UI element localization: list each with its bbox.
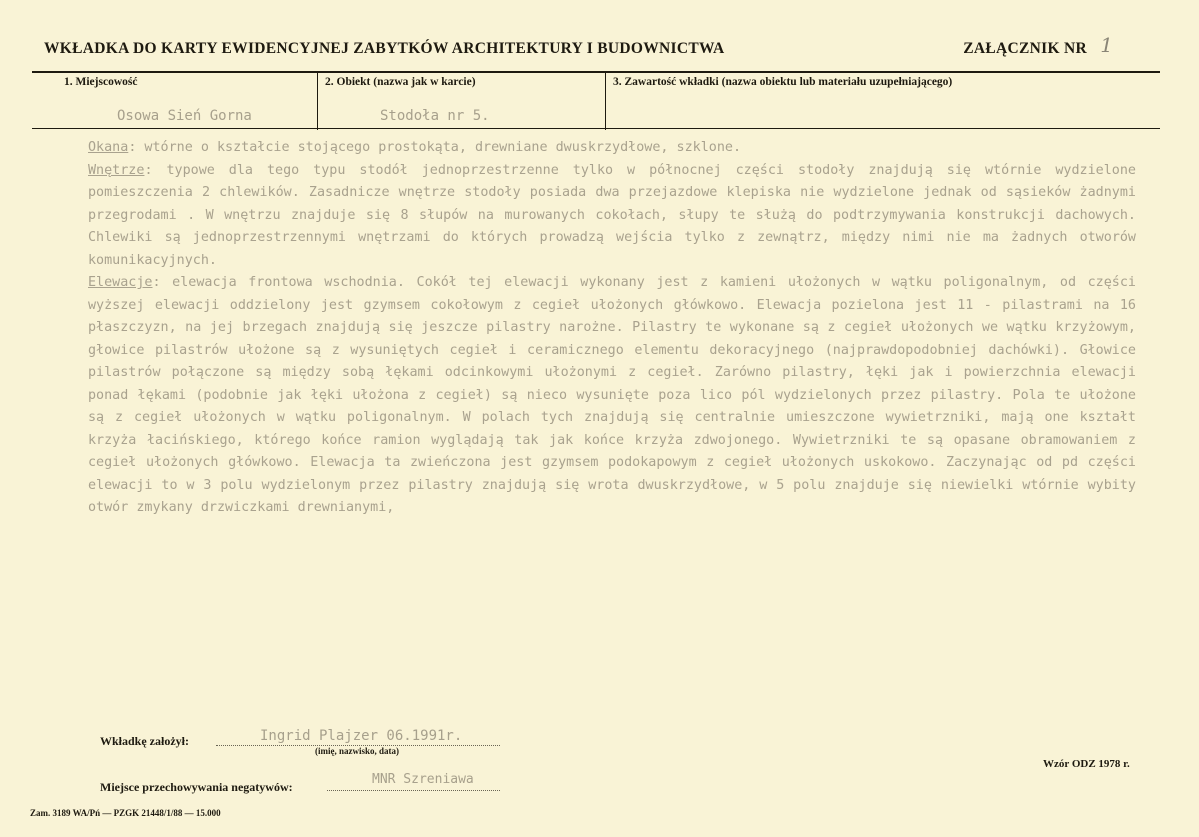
field-divider-2	[605, 72, 606, 130]
typed-description	[88, 137, 1136, 520]
interior-paragraph	[88, 160, 1136, 273]
annex-number: 1	[1100, 33, 1113, 57]
windows-text: : wtórne o kształcie stojącego prostokąta, drewniane dwuskrzydłowe, szklone.	[128, 140, 742, 155]
header-bottom-rule	[32, 128, 1160, 129]
elevations-paragraph	[88, 272, 1136, 520]
form-title: WKŁADKA DO KARTY EWIDENCYJNEJ ZABYTKÓW ARCHITEKTURY I BUDOWNICTWA	[44, 40, 725, 57]
author-label: Wkładkę założył:	[100, 734, 189, 748]
contents-label: 3. Zawartość wkładki (nazwa obiektu lub materiału uzupełniającego)	[613, 76, 953, 88]
template-note: Wzór ODZ 1978 r.	[1043, 758, 1130, 770]
windows-paragraph	[88, 137, 1136, 160]
field-divider-1	[317, 72, 318, 130]
interior-text: : typowe dla tego typu stodół jednoprzestrzenne tylko w północnej części stodoły znajdują się wtórnie wydzielone pomieszczenia 2 chlewików. Zasadnicze wnętrze stodoły posiada dwa przejazdowe klepiska nie wydzielone jednak od sąsieków żadnymi przegrodami . W wnętrzu znajduje się 8 słupów na murowanych cokołach, słupy te służą do podtrzymywania konstrukcji dachowych. Chlewiki są jednoprzestrzennymi wnętrzami do których prowadzą wejścia tylko z zewnątrz, między nimi nie ma żadnych otworów komunikacyjnych.	[88, 162, 1136, 268]
author-value: Ingrid Plajzer 06.1991r.	[260, 728, 463, 744]
object-label: 2. Obiekt (nazwa jak w karcie)	[325, 76, 476, 88]
interior-heading: Wnętrze	[88, 162, 145, 178]
elevations-heading: Elewacje	[88, 275, 153, 290]
negatives-dotted-line	[327, 790, 500, 791]
header-top-rule	[32, 71, 1160, 73]
negatives-label: Miejsce przechowywania negatywów:	[100, 780, 293, 794]
place-value: Osowa Sień Gorna	[117, 108, 252, 124]
print-note: Zam. 3189 WA/Pń — PZGK 21448/1/88 — 15.000	[30, 808, 221, 818]
place-label: 1. Miejscowość	[64, 76, 138, 88]
windows-heading: Okana	[88, 140, 129, 155]
object-value: Stodoła nr 5.	[380, 108, 490, 124]
negatives-value: MNR Szreniawa	[372, 772, 474, 787]
elevations-text: : elewacja frontowa wschodnia. Cokół tej elewacji wykonany jest z kamieni ułożonych w wątku poligonalnym, od części wyższej elewacji oddzielony jest gzymsem cokołowym z cegieł ułożonych główkowo. Elewacja pozielona jest 11 - pilastrami na 16 płaszczyzn, na jej brzegach znajdują się jeszcze pilastry narożne. Pilastry te wykonane są z cegieł ułożonych we wątku krzyżowym, głowice pilastrów ułożone są z wysuniętych cegieł i ceramicznego elementu dekoracyjnego (najprawdopodobniej dachówki). Głowice pilastrów połączone są między sobą łękami odcinkowymi ułożonymi z cegieł. Zarówno pilastry, łęki jak i powierzchnia elewacji ponad łękami (podobnie jak łęki ułożona z cegieł) są nieco wysunięte poza lico pól wydzielonych przez pilastry. Pola te ułożone są z cegieł ułożonych w wątku poligonalnym. W polach tych znajdują się centralnie umieszczone wywietrzniki, mają one kształt krzyża łacińskiego, którego końce ramion wyglądają tak jak końce krzyża zdwojonego. Wywietrzniki te są opasane obramowaniem z cegieł ułożonych główkowo. Elewacja ta zwieńczona jest gzymsem podokapowym z cegieł ułożonych uskokowo. Zaczynając od pd części elewacji to w 3 polu wydzielonym przez pilastry znajdują się wrota dwuskrzydłowe, w 5 polu znajduje się niewielki wtórnie wybity otwór zmykany drzwiczkami drewnianymi,	[88, 275, 1136, 515]
annex-label: ZAŁĄCZNIK NR	[963, 40, 1087, 57]
author-hint: (imię, nazwisko, data)	[315, 746, 399, 756]
